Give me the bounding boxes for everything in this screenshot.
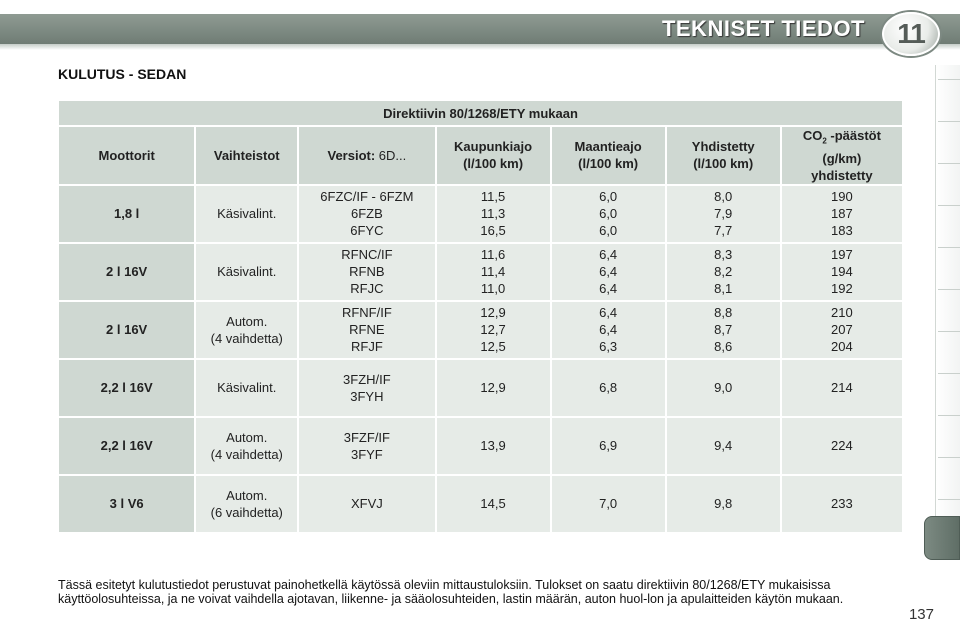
co2-value: 190 [831,189,853,205]
engine-cell: 2 l 16V [59,244,194,300]
co2-value: 183 [831,223,853,239]
section-title: KULUTUS - SEDAN [58,66,187,82]
extra-cell [552,360,665,416]
versions-value: RFJC [350,281,384,297]
column-header-extra-urban [552,127,665,184]
co2-cell [782,244,902,300]
urban-header-line1: Kaupunkiajo [454,139,533,155]
gearbox-cell [196,302,297,358]
versions-cell [299,476,434,532]
engine-cell: 2 l 16V [59,302,194,358]
extra-value: 6,4 [599,305,618,321]
extra-cell [552,302,665,358]
urban-cell [437,244,550,300]
co2-value: 194 [831,264,853,280]
versions-label: Versiot: [327,147,376,163]
tab-divider [938,247,960,248]
extra-value: 6,0 [599,206,618,222]
combined-value: 8,3 [714,247,733,263]
co2-cell [782,186,902,242]
extra-cell [552,418,665,474]
versions-value: RFNC/IF [341,247,393,263]
extra-value: 6,0 [599,223,618,239]
chapter-badge [882,12,940,56]
combined-value: 8,7 [714,322,733,338]
co2-cell [782,302,902,358]
table-row [59,418,902,474]
table-row [59,476,902,532]
gearbox-cell [196,476,297,532]
co2-value: 224 [831,438,853,454]
urban-value: 12,9 [480,380,506,396]
extra-cell [552,244,665,300]
co2-value: 192 [831,281,853,297]
column-header-combined [667,127,780,184]
tab-divider [938,79,960,80]
extra-header-line1: Maantieajo [574,139,642,155]
urban-value: 11,0 [480,281,506,297]
co2-value: 233 [831,496,853,512]
chapter-tab-strip [935,65,960,555]
column-header-co2 [782,127,902,184]
combined-header-line1: Yhdistetty [691,139,755,155]
extra-value: 6,4 [599,281,618,297]
versions-value: 3FYF [350,446,383,462]
extra-value: 6,8 [599,380,618,396]
gearbox-value: (4 vaihdetta) [210,330,283,346]
gearbox-cell [196,418,297,474]
co2-header-line1 [784,127,900,150]
extra-value: 7,0 [599,496,618,512]
versions-value: RFNB [349,264,385,280]
co2-value: 204 [831,339,853,355]
combined-value: 8,6 [714,339,733,355]
table-row [59,302,902,358]
urban-value: 14,5 [480,496,506,512]
urban-value: 12,5 [480,339,506,355]
versions-value: RFJF [350,339,383,355]
urban-value: 11,5 [480,189,506,205]
versions-value: 3FZH/IF [343,371,391,387]
tab-divider [938,289,960,290]
urban-value: 13,9 [480,438,506,454]
versions-value: RFNF/IF [341,305,392,321]
combined-value: 8,1 [714,281,733,297]
versions-value: 6FZB [350,206,383,222]
urban-value: 16,5 [480,223,506,239]
combined-value: 7,7 [714,223,733,239]
co2-suffix: -päästöt [826,128,881,143]
co2-cell [782,418,902,474]
combined-cell [667,476,780,532]
versions-cell [299,360,434,416]
co2-value: 210 [831,305,853,321]
combined-header-line2: (l/100 km) [693,156,754,172]
combined-value: 7,9 [714,206,733,222]
gearbox-value: Käsivalint. [217,380,277,396]
versions-value: RFNE [349,322,385,338]
tab-divider [938,499,960,500]
engine-cell: 2,2 l 16V [59,418,194,474]
page-number: 137 [908,606,934,623]
tab-divider [938,457,960,458]
co2-value: 197 [831,247,853,263]
versions-value: 6FYC [350,223,384,239]
table-row [59,186,902,242]
table-row [59,360,902,416]
versions-cell [299,244,434,300]
co2-value: 214 [831,380,853,396]
urban-value: 11,3 [480,206,506,222]
gearbox-cell [196,244,297,300]
co2-header-line2: (g/km) [822,150,862,166]
urban-value: 11,4 [480,264,506,280]
extra-cell [552,476,665,532]
chapter-number: 11 [897,18,925,49]
gearbox-value: Autom. [226,487,268,503]
co2-prefix: CO [802,128,823,143]
urban-value: 11,6 [480,247,506,263]
table-row [59,244,902,300]
versions-value: 3FZF/IF [343,429,390,445]
extra-value: 6,9 [599,438,618,454]
gearbox-cell [196,360,297,416]
engine-cell: 3 l V6 [59,476,194,532]
versions-value: 6D... [375,147,407,163]
consumption-table [57,99,904,534]
combined-value: 8,0 [714,189,733,205]
gearbox-value: Käsivalint. [217,264,277,280]
combined-cell [667,418,780,474]
tab-divider [938,373,960,374]
engine-cell: 1,8 l [59,186,194,242]
combined-value: 8,2 [714,264,733,280]
gearbox-value: (6 vaihdetta) [210,504,283,520]
versions-value: 6FZC/IF - 6FZM [320,189,414,205]
urban-cell [437,360,550,416]
co2-value: 207 [831,322,853,338]
gearbox-value: (4 vaihdetta) [210,446,283,462]
header-highlight [0,44,960,50]
combined-cell [667,244,780,300]
combined-cell [667,186,780,242]
versions-value: 3FYH [350,388,384,404]
urban-cell [437,476,550,532]
urban-value: 12,7 [480,322,506,338]
tab-divider [938,415,960,416]
urban-cell [437,186,550,242]
versions-cell [299,302,434,358]
column-header-urban [437,127,550,184]
extra-header-line2: (l/100 km) [578,156,639,172]
co2-cell [782,360,902,416]
gearbox-cell [196,186,297,242]
combined-value: 9,0 [714,380,733,396]
extra-value: 6,4 [599,322,618,338]
urban-cell [437,302,550,358]
page-header-title: TEKNISET TIEDOT [661,16,865,41]
tab-divider [938,121,960,122]
gearbox-value: Käsivalint. [217,206,277,222]
engine-cell: 2,2 l 16V [59,360,194,416]
column-header-engines: Moottorit [59,127,194,184]
co2-cell [782,476,902,532]
tab-divider [938,331,960,332]
versions-cell [299,418,434,474]
combined-cell [667,360,780,416]
urban-value: 12,9 [480,305,506,321]
extra-value: 6,0 [599,189,618,205]
gearbox-value: Autom. [226,429,268,445]
active-chapter-tab[interactable] [924,516,960,560]
column-header-versions [299,127,434,184]
co2-subscript: 2 [822,136,827,146]
column-header-gearbox: Vaihteistot [196,127,297,184]
extra-value: 6,3 [599,339,618,355]
directive-header: Direktiivin 80/1268/ETY mukaan [59,101,902,125]
combined-value: 8,8 [714,305,733,321]
tab-divider [938,163,960,164]
gearbox-value: Autom. [226,313,268,329]
extra-value: 6,4 [599,247,618,263]
tab-divider [938,205,960,206]
versions-cell [299,186,434,242]
table-body [59,186,902,532]
co2-value: 187 [831,206,853,222]
co2-header-line3: yhdistetty [811,167,873,183]
extra-value: 6,4 [599,264,618,280]
urban-header-line2: (l/100 km) [463,156,524,172]
versions-value: XFVJ [350,496,383,512]
footer-note: Tässä esitetyt kulutustiedot perustuvat painohetkellä käytössä oleviin mittaustuloksiin. Tulokset on saatu direktiivin 80/1268/ETY mukaisissa käyttöolosuhteissa, ja ne voivat vaihdella ajotavan, liikenne- ja sääolosuhteiden, lastin määrän, auton huol-lon ja apulaitteiden käytön mukaan. [58,578,844,606]
combined-cell [667,302,780,358]
combined-value: 9,8 [714,496,733,512]
extra-cell [552,186,665,242]
combined-value: 9,4 [714,438,733,454]
urban-cell [437,418,550,474]
